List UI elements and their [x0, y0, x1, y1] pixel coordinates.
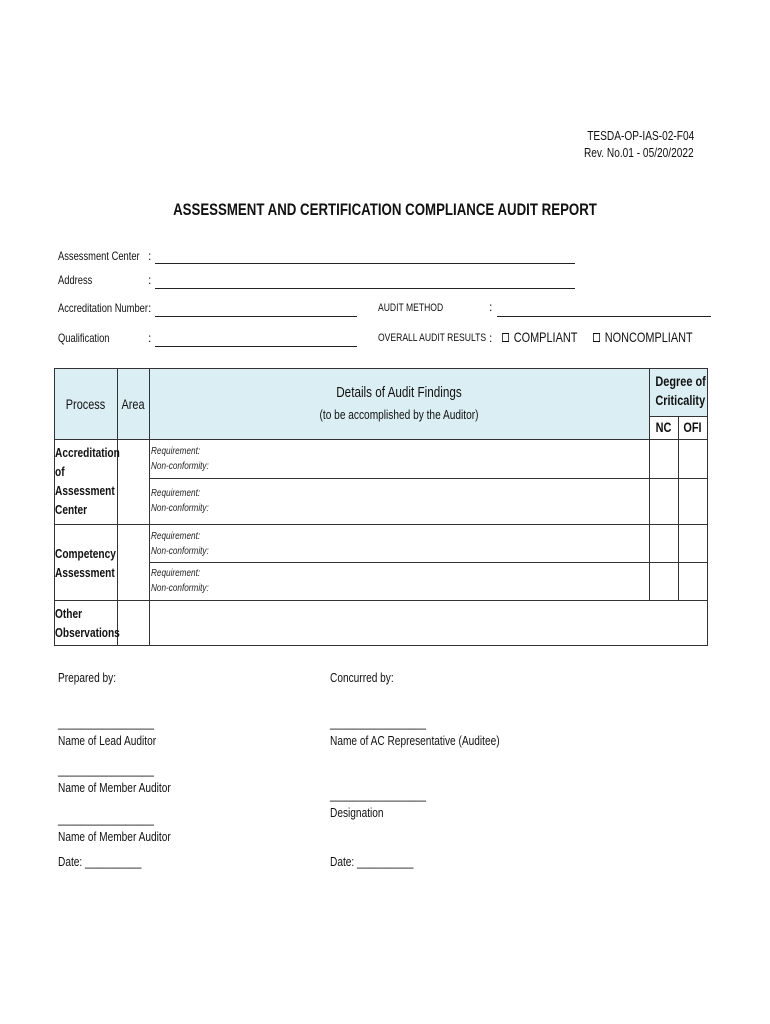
area-header: Area — [121, 396, 145, 412]
details-header: Details of Audit Findings — [336, 384, 462, 401]
process-other-observations: Other Observations — [55, 606, 120, 640]
noncompliant-option[interactable] — [593, 329, 693, 345]
nonconformity-text: Non-conformity: — [151, 460, 209, 472]
accreditation-number-label: Accreditation Number — [58, 301, 149, 315]
member-auditor-signature-line[interactable]: _________________ — [58, 811, 154, 826]
assessment-center-field[interactable] — [155, 263, 575, 264]
page-title: ASSESSMENT AND CERTIFICATION COMPLIANCE AUDIT REPORT — [173, 200, 597, 219]
compliant-label: COMPLIANT — [513, 329, 578, 345]
date-field-left[interactable]: Date: __________ — [58, 854, 142, 869]
member-auditor-label: Name of Member Auditor — [58, 829, 171, 844]
audit-method-field[interactable] — [497, 316, 711, 317]
degree-header: Degree of — [655, 373, 706, 389]
ofi-header: OFI — [683, 419, 702, 435]
address-field[interactable] — [155, 288, 575, 289]
checkbox-icon[interactable] — [593, 333, 600, 342]
assessment-center-label: Assessment Center — [58, 249, 140, 263]
date-field-right[interactable]: Date: __________ — [330, 854, 414, 869]
requirement-text: Requirement: — [151, 487, 201, 499]
revision-number: Rev. No.01 - 05/20/2022 — [584, 145, 694, 160]
member-auditor-signature-line[interactable]: _________________ — [58, 762, 154, 777]
ac-rep-label: Name of AC Representative (Auditee) — [330, 733, 500, 748]
nonconformity-text: Non-conformity: — [151, 582, 209, 594]
process-competency: Competency Assessment — [55, 546, 116, 580]
checkbox-icon[interactable] — [502, 333, 509, 342]
colon: : — [148, 331, 152, 345]
concurred-by-label: Concurred by: — [330, 670, 394, 685]
nc-header: NC — [655, 419, 672, 435]
address-label: Address — [58, 273, 93, 287]
colon: : — [148, 273, 152, 287]
requirement-text: Requirement: — [151, 530, 201, 542]
lead-auditor-label: Name of Lead Auditor — [58, 733, 157, 748]
overall-results-label: OVERALL AUDIT RESULTS — [378, 332, 487, 344]
requirement-text: Requirement: — [151, 567, 201, 579]
details-subheader: (to be accomplished by the Auditor) — [319, 407, 479, 422]
noncompliant-label: NONCOMPLIANT — [604, 329, 693, 345]
member-auditor-label: Name of Member Auditor — [58, 780, 171, 795]
ac-rep-signature-line[interactable]: _________________ — [330, 715, 426, 730]
qualification-field[interactable] — [155, 346, 357, 347]
lead-auditor-signature-line[interactable]: _________________ — [58, 715, 154, 730]
colon: : — [148, 249, 152, 263]
criticality-header: Criticality — [655, 392, 706, 408]
nonconformity-text: Non-conformity: — [151, 545, 209, 557]
colon: : — [489, 331, 493, 345]
colon: : — [148, 301, 152, 315]
designation-label: Designation — [330, 805, 384, 820]
colon: : — [489, 300, 493, 314]
prepared-by-label: Prepared by: — [58, 670, 117, 685]
requirement-text: Requirement: — [151, 445, 201, 457]
nonconformity-text: Non-conformity: — [151, 502, 209, 514]
qualification-label: Qualification — [58, 331, 110, 345]
process-accreditation: Accreditation of Assessment Center — [55, 445, 120, 517]
designation-signature-line[interactable]: _________________ — [330, 787, 426, 802]
document-code: TESDA-OP-IAS-02-F04 — [586, 128, 694, 143]
compliant-option[interactable] — [502, 329, 577, 345]
process-header: Process — [65, 396, 106, 412]
accreditation-number-field[interactable] — [155, 316, 357, 317]
audit-method-label: AUDIT METHOD — [378, 302, 444, 314]
